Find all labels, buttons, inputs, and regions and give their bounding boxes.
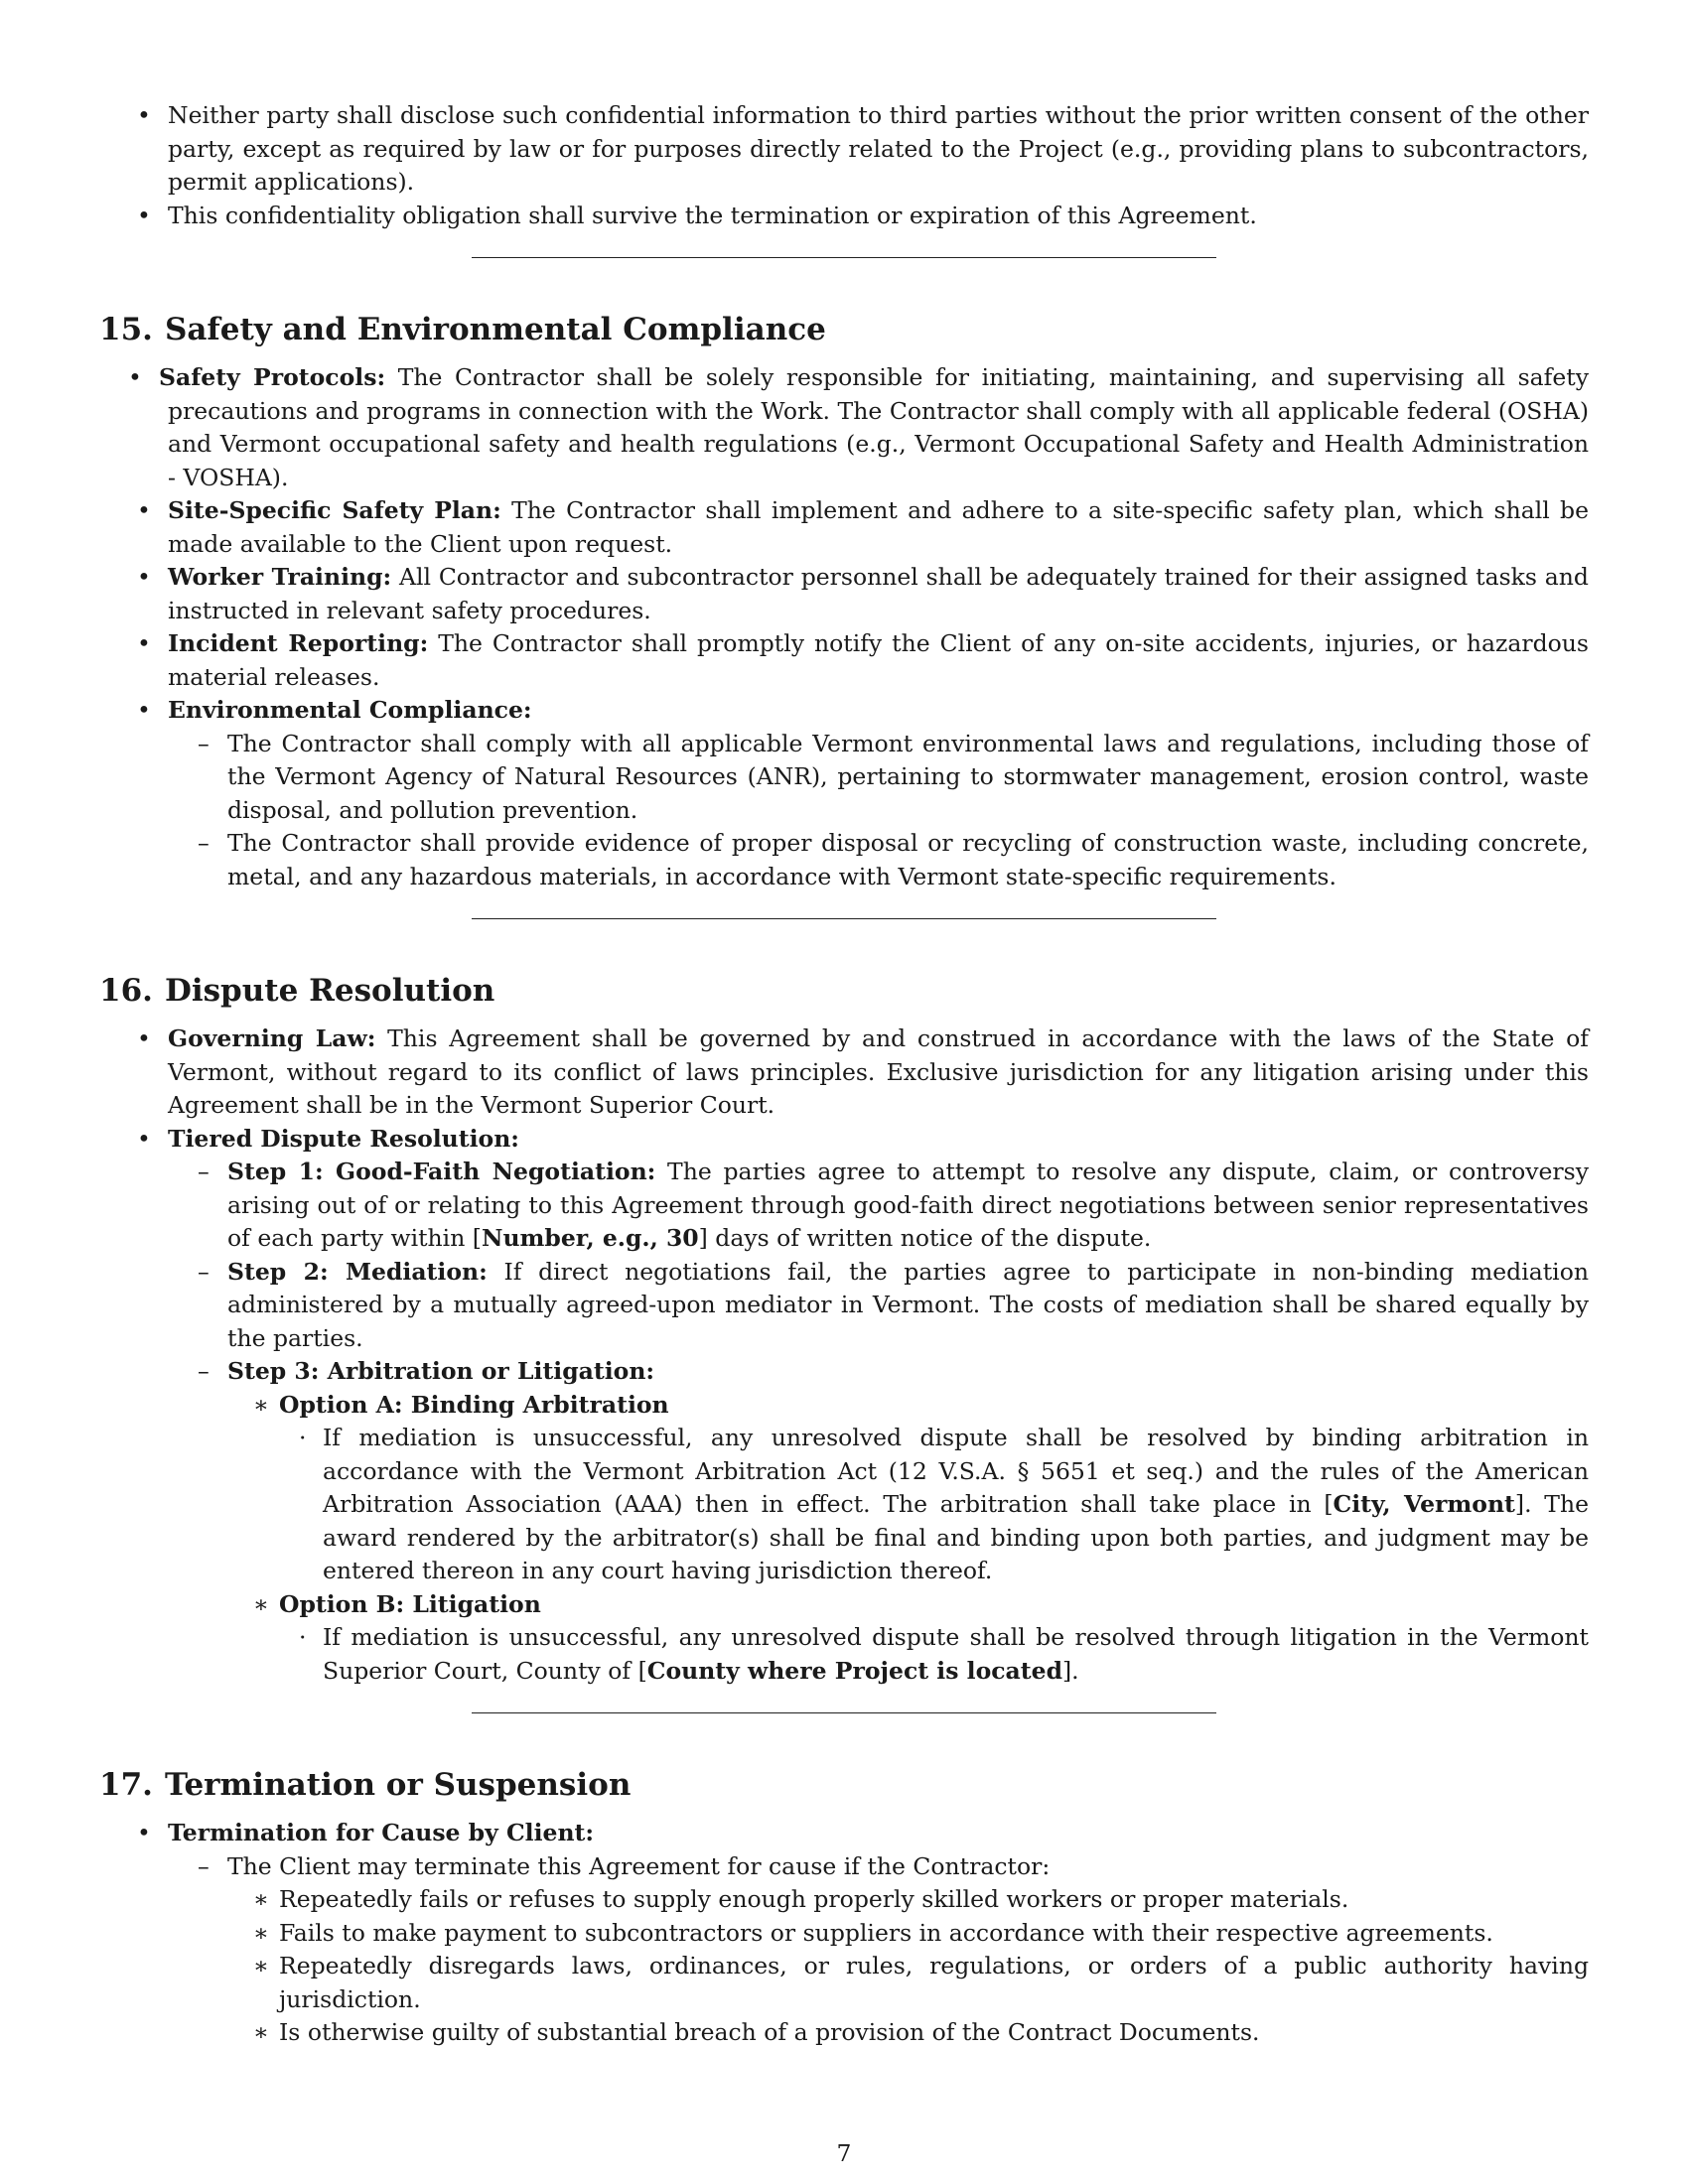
section-number: 17. xyxy=(99,1767,153,1803)
option-text: If mediation is unsuccessful, any unresolved dispute shall be resolved through litigation in the Vermont Superior Court, County of [ xyxy=(323,1623,1589,1685)
asterisk-icon: ∗ xyxy=(253,1390,269,1419)
item-label: Safety Protocols: xyxy=(159,363,386,391)
cause-text: Is otherwise guilty of substantial breach of a provision of the Contract Documents. xyxy=(279,2018,1260,2046)
section-heading-16 xyxy=(99,971,1589,1011)
dash-icon: – xyxy=(198,729,210,757)
list-item xyxy=(99,561,1589,627)
termination-list xyxy=(99,1817,1589,2050)
item-text: This Agreement shall be governed by and construed in accordance with the laws of the State of Vermont, without regard to its conflict of laws principles. Exclusive jurisdiction for any litigation arising under this Agreement shall be in the Vermont Superior Court. xyxy=(168,1024,1589,1119)
safety-list xyxy=(99,361,1589,893)
sub-list xyxy=(168,1156,1589,1688)
dot-icon: · xyxy=(299,1424,307,1451)
cause-text: Repeatedly fails or refuses to supply enough properly skilled workers or proper materials. xyxy=(279,1885,1349,1913)
section-title: Termination or Suspension xyxy=(164,1767,632,1803)
dash-icon: – xyxy=(198,1257,210,1286)
item-label: Site-Specific Safety Plan: xyxy=(168,496,501,524)
step-label: Step 3: Arbitration or Litigation: xyxy=(227,1357,655,1385)
option-detail-item xyxy=(279,1422,1589,1588)
sub-list-item xyxy=(168,1355,1589,1688)
option-detail-list xyxy=(279,1422,1589,1588)
bullet-icon: • xyxy=(128,363,142,391)
bullet-icon: • xyxy=(137,1024,151,1052)
option-label: Option B: Litigation xyxy=(279,1589,541,1618)
cause-item xyxy=(227,1917,1589,1951)
dot-icon: · xyxy=(299,1623,307,1651)
step-label: Step 2: Mediation: xyxy=(227,1257,488,1286)
dash-icon: – xyxy=(198,829,210,857)
sub-item-text: The Client may terminate this Agreement for cause if the Contractor: xyxy=(227,1851,1051,1880)
asterisk-icon: ∗ xyxy=(253,1952,269,1979)
placeholder-field: County where Project is located xyxy=(646,1656,1063,1685)
list-item-text: This confidentiality obligation shall survive the termination or expiration of this Agreement. xyxy=(168,201,1257,229)
sub-list-item xyxy=(168,728,1589,828)
sub-list-item xyxy=(168,1156,1589,1256)
section-title: Safety and Environmental Compliance xyxy=(164,312,826,347)
section-number: 15. xyxy=(99,312,153,347)
cause-text: Repeatedly disregards laws, ordinances, or rules, regulations, or orders of a public authority having jurisdiction. xyxy=(279,1952,1589,2013)
list-item xyxy=(99,1817,1589,2050)
asterisk-icon: ∗ xyxy=(253,1885,269,1913)
option-list xyxy=(227,1389,1589,1689)
sub-list-item xyxy=(168,1256,1589,1356)
option-item xyxy=(227,1588,1589,1689)
option-item xyxy=(227,1389,1589,1588)
section-heading-15 xyxy=(99,310,1589,349)
item-label: Environmental Compliance: xyxy=(168,696,532,724)
item-text: The Contractor shall promptly notify the Client of any on-site accidents, injuries, or hazardous material releases. xyxy=(168,629,1589,691)
step-text: ] days of written notice of the dispute. xyxy=(698,1224,1152,1252)
item-label: Tiered Dispute Resolution: xyxy=(168,1124,519,1153)
item-text: All Contractor and subcontractor personnel shall be adequately trained for their assigned tasks and instructed in relevant safety procedures. xyxy=(168,563,1589,624)
list-item xyxy=(99,200,1589,233)
sub-list-item xyxy=(168,827,1589,893)
bullet-icon: • xyxy=(137,1819,151,1846)
step-text: If direct negotiations fail, the parties agree to participate in non-binding mediation administered by a mutually agreed-upon mediator in Vermont. The costs of mediation shall be shared equally by the parties. xyxy=(227,1257,1589,1352)
dash-icon: – xyxy=(198,1357,210,1385)
item-label: Governing Law: xyxy=(168,1024,376,1052)
confidentiality-list xyxy=(99,99,1589,232)
list-item xyxy=(99,361,1589,494)
option-detail-item xyxy=(279,1621,1589,1688)
sub-list xyxy=(168,1850,1589,2050)
dispute-list xyxy=(99,1023,1589,1688)
option-label: Option A: Binding Arbitration xyxy=(279,1390,669,1419)
option-detail-list xyxy=(279,1621,1589,1688)
section-heading-17 xyxy=(99,1765,1589,1805)
bullet-icon: • xyxy=(137,696,151,724)
option-text: ]. xyxy=(1062,1656,1079,1685)
item-label: Termination for Cause by Client: xyxy=(168,1819,595,1846)
section-number: 16. xyxy=(99,973,153,1009)
cause-list xyxy=(227,1883,1589,2050)
asterisk-icon: ∗ xyxy=(253,1589,269,1618)
list-item-text: Neither party shall disclose such confidential information to third parties without the prior written consent of the other party, except as required by law or for purposes directly related to the Project (e.g., providing plans to subcontractors, permit applications). xyxy=(168,101,1589,196)
list-item xyxy=(99,627,1589,694)
option-text: ]. The award rendered by the arbitrator(s) shall be final and binding upon both parties, and judgment may be entered thereon in any court having jurisdiction thereof. xyxy=(323,1490,1589,1584)
item-label: Incident Reporting: xyxy=(168,629,429,657)
bullet-icon: • xyxy=(137,101,151,129)
section-divider xyxy=(472,1712,1216,1713)
list-item xyxy=(99,694,1589,893)
list-item xyxy=(99,494,1589,561)
asterisk-icon: ∗ xyxy=(253,1918,269,1947)
section-divider xyxy=(472,918,1216,919)
bullet-icon: • xyxy=(137,496,151,524)
cause-text: Fails to make payment to subcontractors or suppliers in accordance with their respective agreements. xyxy=(279,1918,1493,1947)
page-number: 7 xyxy=(836,2139,852,2167)
bullet-icon: • xyxy=(137,201,151,229)
cause-item xyxy=(227,2016,1589,2050)
sub-item-text: The Contractor shall provide evidence of proper disposal or recycling of construction waste, including concrete, metal, and any hazardous materials, in accordance with Vermont state-specific requirements. xyxy=(227,829,1589,890)
bullet-icon: • xyxy=(137,1124,151,1153)
placeholder-field: Number, e.g., 30 xyxy=(481,1224,699,1252)
list-item xyxy=(99,1023,1589,1123)
sub-item-text: The Contractor shall comply with all applicable Vermont environmental laws and regulations, including those of the Vermont Agency of Natural Resources (ANR), pertaining to stormwater management, erosion control, waste disposal, and pollution prevention. xyxy=(227,729,1589,824)
bullet-icon: • xyxy=(137,629,151,657)
cause-item xyxy=(227,1883,1589,1917)
item-text: The Contractor shall be solely responsible for initiating, maintaining, and supervising all safety precautions and programs in connection with the Work. The Contractor shall comply with all applicable federal (OSHA) and Vermont occupational safety and health regulations (e.g., Vermont Occupational Safety and Health Administration - VOSHA). xyxy=(168,363,1589,491)
asterisk-icon: ∗ xyxy=(253,2018,269,2046)
list-item xyxy=(99,99,1589,200)
sub-list xyxy=(168,728,1589,894)
placeholder-field: City, Vermont xyxy=(1333,1490,1515,1518)
dash-icon: – xyxy=(198,1158,210,1185)
item-label: Worker Training: xyxy=(168,563,392,591)
section-title: Dispute Resolution xyxy=(164,973,495,1009)
step-text: The parties agree to attempt to resolve any dispute, claim, or controversy arising out of or relating to this Agreement through good-faith direct negotiations between senior representatives of each party within [ xyxy=(227,1158,1589,1252)
document-page xyxy=(99,99,1589,2050)
section-divider xyxy=(472,257,1216,258)
sub-list-item xyxy=(168,1850,1589,2050)
list-item xyxy=(99,1123,1589,1689)
item-text: The Contractor shall implement and adhere to a site-specific safety plan, which shall be made available to the Client upon request. xyxy=(168,496,1589,558)
cause-item xyxy=(227,1950,1589,2016)
dash-icon: – xyxy=(198,1851,210,1880)
option-text: If mediation is unsuccessful, any unresolved dispute shall be resolved by binding arbitration in accordance with the Vermont Arbitration Act (12 V.S.A. § 5651 et seq.) and the rules of the American Arbitration Association (AAA) then in effect. The arbitration shall take place in [ xyxy=(323,1424,1589,1518)
step-label: Step 1: Good-Faith Negotiation: xyxy=(227,1158,656,1185)
bullet-icon: • xyxy=(137,563,151,591)
